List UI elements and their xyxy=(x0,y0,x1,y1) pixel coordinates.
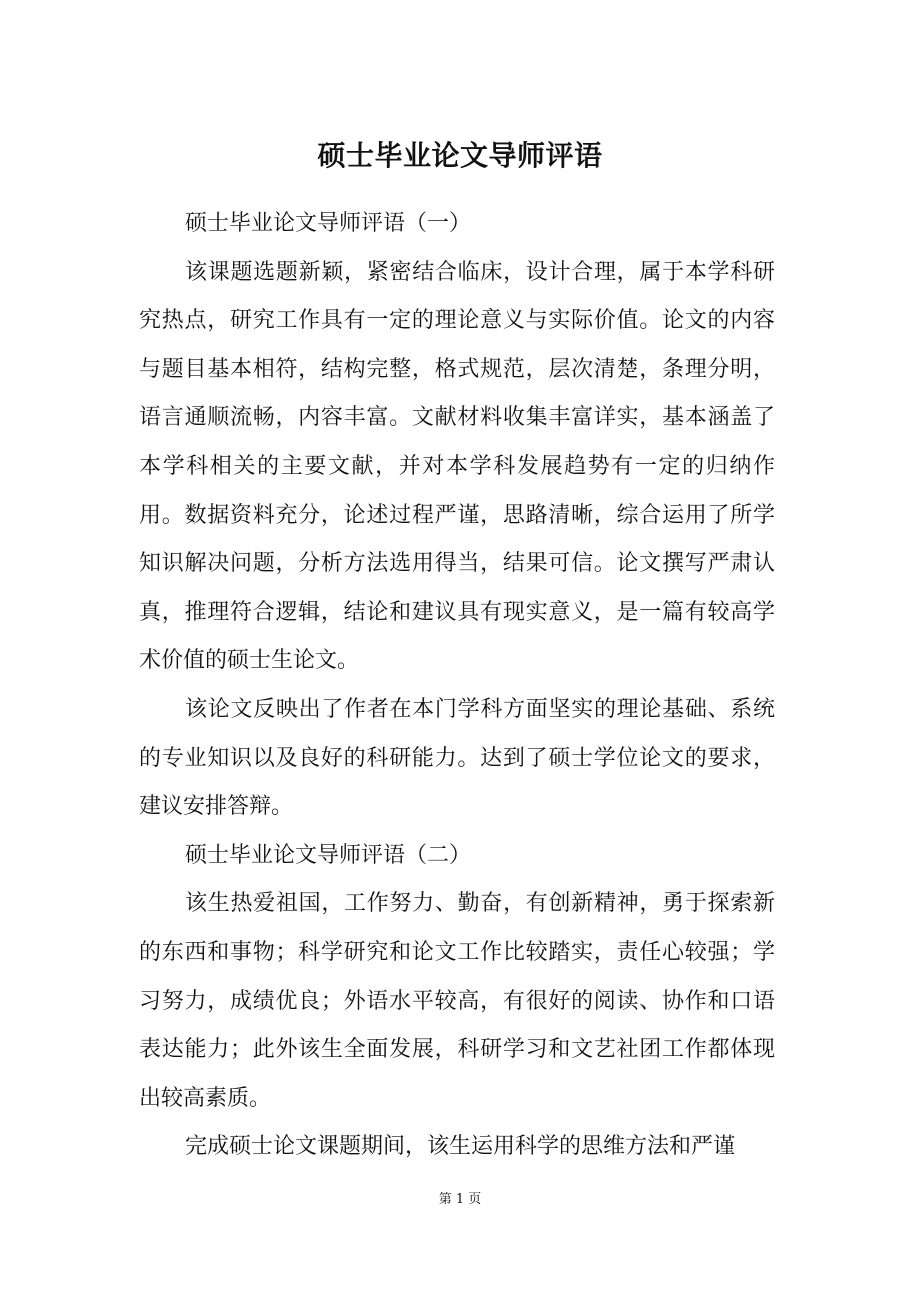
section-heading-2: 硕士毕业论文导师评语（二） xyxy=(185,842,472,868)
document-body xyxy=(139,200,775,1172)
paragraph: 完成硕士论文课题期间，该生运用科学的思维方法和严谨 xyxy=(185,1134,736,1160)
page-number: 第 1 页 xyxy=(438,1192,482,1207)
paragraph: 该论文反映出了作者在本门学科方面坚实的理论基础、系统的专业知识以及良好的科研能力。达到了硕士学位论文的要求，建议安排答辩。 xyxy=(139,696,775,820)
document-title: 硕士毕业论文导师评语 xyxy=(317,139,603,172)
paragraph: 该生热爱祖国，工作努力、勤奋，有创新精神，勇于探索新的东西和事物；科学研究和论文工作比较踏实，责任心较强；学习努力，成绩优良；外语水平较高，有很好的阅读、协作和口语表达能力；此外该生全面发展，科研学习和文艺社团工作都体现出较高素质。 xyxy=(139,891,775,1111)
paragraph: 该课题选题新颖，紧密结合临床，设计合理，属于本学科研究热点，研究工作具有一定的理论意义与实际价值。论文的内容与题目基本相符，结构完整，格式规范，层次清楚，条理分明，语言通顺流畅，内容丰富。文献材料收集丰富详实，基本涵盖了本学科相关的主要文献，并对本学科发展趋势有一定的归纳作用。数据资料充分，论述过程严谨，思路清晰，综合运用了所学知识解决问题，分析方法选用得当，结果可信。论文撰写严肃认真，推理符合逻辑，结论和建议具有现实意义，是一篇有较高学术价值的硕士生论文。 xyxy=(139,259,775,674)
section-heading-1: 硕士毕业论文导师评语（一） xyxy=(185,211,472,236)
